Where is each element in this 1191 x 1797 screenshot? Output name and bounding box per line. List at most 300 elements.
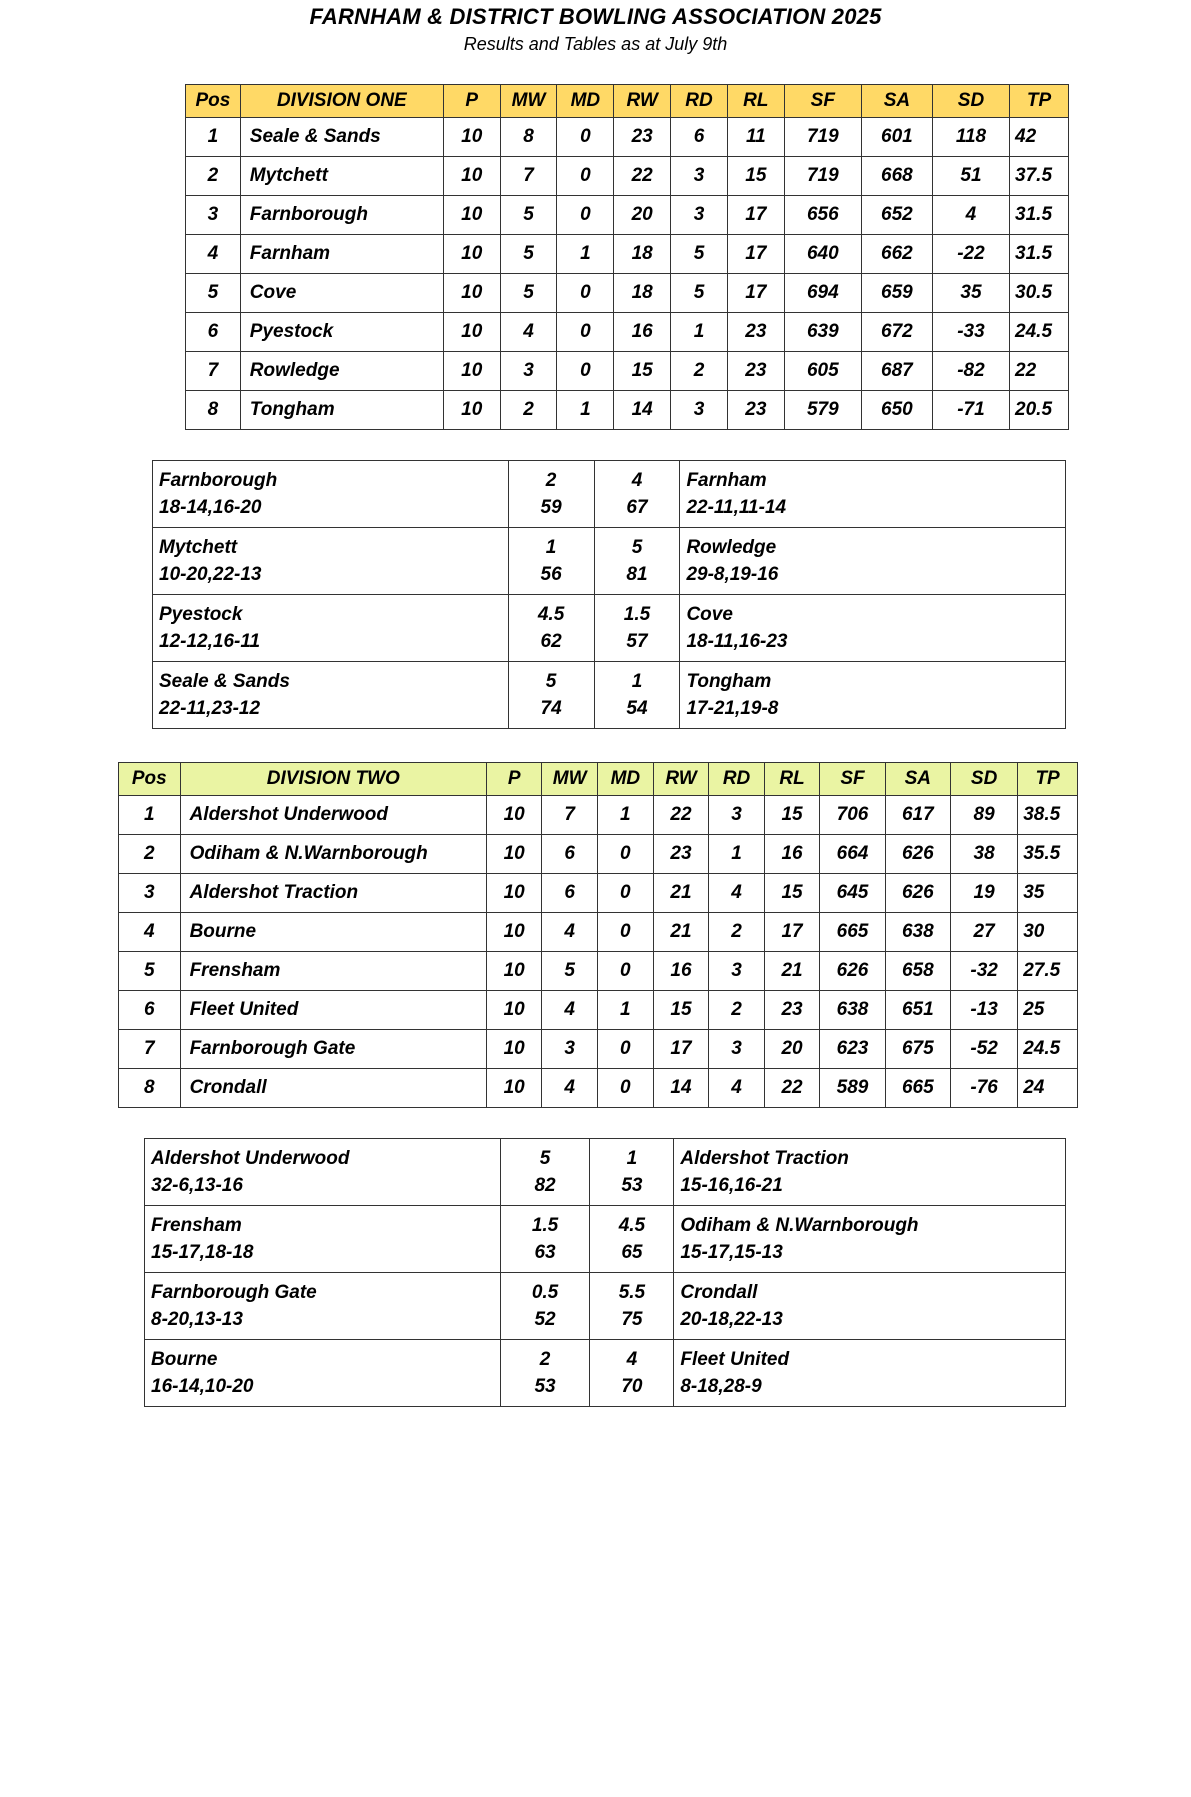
home-shots: 82 — [534, 1175, 556, 1196]
home-score-cell — [508, 595, 594, 662]
table-cell: 589 — [820, 1069, 885, 1108]
table-row — [119, 1030, 1078, 1069]
column-header: P — [486, 763, 541, 796]
page-subtitle: Results and Tables as at July 9th — [463, 34, 728, 54]
away-team-cell — [680, 595, 1066, 662]
team-name: Aldershot Traction — [180, 874, 486, 913]
table-row — [119, 835, 1078, 874]
table-cell: 16 — [653, 952, 709, 991]
table-cell: 638 — [885, 913, 950, 952]
column-header: MW — [500, 85, 557, 118]
table-cell: 10 — [443, 196, 500, 235]
table-cell: 665 — [820, 913, 885, 952]
home-score-cell — [500, 1139, 590, 1206]
away-pts: 4 — [626, 1349, 638, 1370]
home-shots: 74 — [540, 698, 562, 719]
away-score-cell — [590, 1340, 674, 1407]
total-points: 27.5 — [1018, 952, 1078, 991]
column-header: Pos — [186, 85, 241, 118]
total-points: 42 — [1010, 118, 1069, 157]
table-cell: 2 — [709, 991, 765, 1030]
table-cell: 10 — [443, 157, 500, 196]
table-cell: -32 — [951, 952, 1018, 991]
table-cell: 17 — [727, 235, 784, 274]
table-cell: 14 — [653, 1069, 709, 1108]
away-score-cell — [590, 1273, 674, 1340]
total-points: 37.5 — [1010, 157, 1069, 196]
home-pts: 1.5 — [531, 1215, 559, 1236]
column-header: SD — [932, 85, 1009, 118]
home: Mytchett — [159, 537, 238, 558]
table-cell: -71 — [932, 391, 1009, 430]
total-points: 24.5 — [1018, 1030, 1078, 1069]
home-rinks: 12-12,16-11 — [159, 631, 261, 652]
away-score-cell — [594, 595, 680, 662]
away: Tongham — [686, 671, 772, 692]
column-header: MW — [542, 763, 598, 796]
table-row — [186, 391, 1069, 430]
table-cell: 17 — [727, 274, 784, 313]
away-rinks: 20-18,22-13 — [680, 1309, 783, 1330]
away-score-cell — [594, 662, 680, 729]
home-pts: 5 — [539, 1148, 551, 1169]
home-shots: 59 — [540, 497, 562, 518]
home-team-cell — [145, 1139, 501, 1206]
table-cell: 38 — [951, 835, 1018, 874]
table-cell: 0 — [598, 952, 654, 991]
home-shots: 52 — [534, 1309, 556, 1330]
column-header: Pos — [119, 763, 181, 796]
table-cell: 16 — [614, 313, 671, 352]
table-cell: 22 — [764, 1069, 819, 1108]
column-header: RD — [709, 763, 765, 796]
column-header: SA — [885, 763, 950, 796]
away-shots: 81 — [626, 564, 648, 585]
position-cell: 6 — [119, 991, 181, 1030]
result-row — [153, 595, 1066, 662]
table-cell: 1 — [557, 391, 614, 430]
position-cell: 8 — [119, 1069, 181, 1108]
result-row — [153, 662, 1066, 729]
table-cell: 16 — [764, 835, 819, 874]
table-cell: 645 — [820, 874, 885, 913]
table-cell: 10 — [486, 913, 541, 952]
table-cell: 51 — [932, 157, 1009, 196]
column-header: SD — [951, 763, 1018, 796]
away: Fleet United — [680, 1349, 790, 1370]
column-header: SA — [861, 85, 932, 118]
table-cell: 23 — [653, 835, 709, 874]
total-points: 24.5 — [1010, 313, 1069, 352]
away-rinks: 8-18,28-9 — [680, 1376, 762, 1397]
table-row — [186, 157, 1069, 196]
division-two-table — [118, 762, 1078, 1108]
table-cell: 15 — [764, 796, 819, 835]
table-cell: -76 — [951, 1069, 1018, 1108]
table-cell: -13 — [951, 991, 1018, 1030]
column-header: SF — [820, 763, 885, 796]
table-cell: 23 — [727, 352, 784, 391]
table-cell: 10 — [443, 235, 500, 274]
away-team-cell — [674, 1206, 1066, 1273]
table-cell: 0 — [557, 352, 614, 391]
table-cell: 6 — [542, 835, 598, 874]
table-cell: 579 — [784, 391, 861, 430]
home-rinks: 16-14,10-20 — [151, 1376, 254, 1397]
table-cell: -33 — [932, 313, 1009, 352]
table-cell: 617 — [885, 796, 950, 835]
table-cell: 0 — [598, 1069, 654, 1108]
division-one-results — [152, 460, 1066, 729]
home-team-cell — [153, 528, 509, 595]
result-row — [145, 1273, 1066, 1340]
home-rinks: 32-6,13-16 — [151, 1175, 243, 1196]
table-row — [119, 1069, 1078, 1108]
team-name: Cove — [240, 274, 443, 313]
position-cell: 5 — [186, 274, 241, 313]
table-cell: 10 — [486, 991, 541, 1030]
away-team-cell — [674, 1340, 1066, 1407]
table-cell: -82 — [932, 352, 1009, 391]
table-row — [186, 352, 1069, 391]
home-shots: 53 — [534, 1376, 556, 1397]
table-cell: 5 — [500, 274, 557, 313]
away: Crondall — [680, 1282, 758, 1303]
table-cell: 1 — [598, 991, 654, 1030]
table-cell: 601 — [861, 118, 932, 157]
table-cell: 0 — [557, 157, 614, 196]
home-pts: 2 — [539, 1349, 551, 1370]
away-pts: 5.5 — [618, 1282, 646, 1303]
table-cell: 3 — [671, 157, 728, 196]
total-points: 30.5 — [1010, 274, 1069, 313]
away-pts: 1.5 — [623, 604, 651, 625]
table-row — [186, 313, 1069, 352]
team-name: Odiham & N.Warnborough — [180, 835, 486, 874]
table-cell: 10 — [486, 952, 541, 991]
table-cell: 719 — [784, 118, 861, 157]
team-name: Aldershot Underwood — [180, 796, 486, 835]
page-title: FARNHAM & DISTRICT BOWLING ASSOCIATION 2025 — [309, 4, 882, 29]
away-pts: 5 — [631, 537, 643, 558]
away: Rowledge — [686, 537, 777, 558]
table-row — [119, 952, 1078, 991]
table-cell: 1 — [598, 796, 654, 835]
table-cell: 18 — [614, 274, 671, 313]
table-cell: 10 — [443, 118, 500, 157]
table-cell: 10 — [486, 1069, 541, 1108]
table-cell: 5 — [542, 952, 598, 991]
result-row — [145, 1340, 1066, 1407]
table-row — [186, 235, 1069, 274]
away-team-cell — [674, 1139, 1066, 1206]
away: Aldershot Traction — [680, 1148, 849, 1169]
table-cell: 2 — [500, 391, 557, 430]
away-shots: 70 — [621, 1376, 643, 1397]
away-rinks: 22-11,11-14 — [686, 497, 787, 518]
table-cell: 1 — [557, 235, 614, 274]
home: Bourne — [151, 1349, 218, 1370]
result-row — [153, 461, 1066, 528]
home-team-cell — [145, 1206, 501, 1273]
table-cell: 15 — [653, 991, 709, 1030]
table-cell: 672 — [861, 313, 932, 352]
result-row — [145, 1139, 1066, 1206]
away-pts: 4.5 — [618, 1215, 646, 1236]
team-name: Farnborough Gate — [180, 1030, 486, 1069]
table-cell: 0 — [598, 1030, 654, 1069]
table-cell: 694 — [784, 274, 861, 313]
table-cell: 650 — [861, 391, 932, 430]
table-cell: 22 — [614, 157, 671, 196]
home-score-cell — [500, 1340, 590, 1407]
table-cell: 4 — [709, 1069, 765, 1108]
table-cell: 668 — [861, 157, 932, 196]
table-cell: 20 — [764, 1030, 819, 1069]
table-cell: 0 — [557, 196, 614, 235]
table-cell: 15 — [764, 874, 819, 913]
table-cell: 6 — [671, 118, 728, 157]
table-row — [186, 196, 1069, 235]
position-cell: 3 — [186, 196, 241, 235]
home-rinks: 10-20,22-13 — [159, 564, 262, 585]
table-cell: 118 — [932, 118, 1009, 157]
table-row — [186, 274, 1069, 313]
column-header: RW — [614, 85, 671, 118]
home-rinks: 15-17,18-18 — [151, 1242, 254, 1263]
table-cell: 0 — [598, 835, 654, 874]
table-cell: 664 — [820, 835, 885, 874]
result-row — [153, 528, 1066, 595]
table-row — [119, 874, 1078, 913]
home-score-cell — [508, 528, 594, 595]
column-header: TP — [1010, 85, 1069, 118]
table-cell: 5 — [671, 235, 728, 274]
away-pts: 1 — [631, 671, 643, 692]
column-header: MD — [557, 85, 614, 118]
table-cell: 638 — [820, 991, 885, 1030]
table-row — [119, 796, 1078, 835]
table-cell: 659 — [861, 274, 932, 313]
away: Farnham — [686, 470, 767, 491]
table-cell: 15 — [727, 157, 784, 196]
table-cell: 89 — [951, 796, 1018, 835]
home: Seale & Sands — [159, 671, 290, 692]
away: Odiham & N.Warnborough — [680, 1215, 919, 1236]
away-shots: 75 — [621, 1309, 643, 1330]
position-cell: 8 — [186, 391, 241, 430]
away-shots: 65 — [621, 1242, 643, 1263]
total-points: 20.5 — [1010, 391, 1069, 430]
table-cell: 18 — [614, 235, 671, 274]
table-cell: 3 — [500, 352, 557, 391]
table-cell: 4 — [500, 313, 557, 352]
away-team-cell — [674, 1273, 1066, 1340]
table-cell: 675 — [885, 1030, 950, 1069]
home-rinks: 8-20,13-13 — [151, 1309, 243, 1330]
table-cell: 3 — [671, 196, 728, 235]
team-name: Seale & Sands — [240, 118, 443, 157]
column-header: P — [443, 85, 500, 118]
column-header: MD — [598, 763, 654, 796]
team-name: Bourne — [180, 913, 486, 952]
home-team-cell — [153, 595, 509, 662]
table-cell: 665 — [885, 1069, 950, 1108]
position-cell: 2 — [186, 157, 241, 196]
table-cell: 4 — [542, 1069, 598, 1108]
table-cell: 10 — [443, 274, 500, 313]
home-team-cell — [145, 1273, 501, 1340]
total-points: 31.5 — [1010, 235, 1069, 274]
table-cell: 0 — [557, 313, 614, 352]
home-team-cell — [153, 461, 509, 528]
column-header: DIVISION TWO — [180, 763, 486, 796]
table-row — [186, 118, 1069, 157]
position-cell: 1 — [186, 118, 241, 157]
away-rinks: 15-16,16-21 — [680, 1175, 783, 1196]
home-pts: 2 — [545, 470, 557, 491]
table-cell: 2 — [709, 913, 765, 952]
home-rinks: 22-11,23-12 — [159, 698, 261, 719]
home: Farnborough — [159, 470, 278, 491]
table-cell: 20 — [614, 196, 671, 235]
table-cell: 626 — [885, 835, 950, 874]
total-points: 31.5 — [1010, 196, 1069, 235]
table-cell: 17 — [653, 1030, 709, 1069]
table-cell: 640 — [784, 235, 861, 274]
table-cell: 14 — [614, 391, 671, 430]
table-cell: 706 — [820, 796, 885, 835]
total-points: 35.5 — [1018, 835, 1078, 874]
home: Pyestock — [159, 604, 243, 625]
team-name: Tongham — [240, 391, 443, 430]
table-cell: 22 — [653, 796, 709, 835]
table-cell: 4 — [542, 991, 598, 1030]
table-cell: 21 — [653, 874, 709, 913]
table-cell: 15 — [614, 352, 671, 391]
home-pts: 4.5 — [537, 604, 565, 625]
table-cell: 8 — [500, 118, 557, 157]
team-name: Farnborough — [240, 196, 443, 235]
table-cell: 23 — [727, 313, 784, 352]
away-team-cell — [680, 528, 1066, 595]
table-cell: 23 — [727, 391, 784, 430]
result-row — [145, 1206, 1066, 1273]
position-cell: 7 — [186, 352, 241, 391]
total-points: 35 — [1018, 874, 1078, 913]
total-points: 38.5 — [1018, 796, 1078, 835]
table-cell: 3 — [671, 391, 728, 430]
total-points: 24 — [1018, 1069, 1078, 1108]
team-name: Rowledge — [240, 352, 443, 391]
table-cell: 23 — [614, 118, 671, 157]
table-cell: 0 — [598, 913, 654, 952]
position-cell: 5 — [119, 952, 181, 991]
home-team-cell — [153, 662, 509, 729]
home: Farnborough Gate — [151, 1282, 317, 1303]
table-cell: 21 — [764, 952, 819, 991]
away-shots: 54 — [626, 698, 648, 719]
table-cell: 7 — [500, 157, 557, 196]
table-cell: 3 — [709, 1030, 765, 1069]
away-shots: 53 — [621, 1175, 643, 1196]
position-cell: 7 — [119, 1030, 181, 1069]
table-cell: 1 — [671, 313, 728, 352]
team-name: Frensham — [180, 952, 486, 991]
division-one-table — [185, 84, 1069, 430]
column-header: SF — [784, 85, 861, 118]
table-header-row — [119, 763, 1078, 796]
total-points: 30 — [1018, 913, 1078, 952]
home-score-cell — [508, 461, 594, 528]
table-cell: 10 — [486, 874, 541, 913]
away-score-cell — [590, 1139, 674, 1206]
table-cell: 35 — [932, 274, 1009, 313]
table-cell: 27 — [951, 913, 1018, 952]
table-cell: 19 — [951, 874, 1018, 913]
home-team-cell — [145, 1340, 501, 1407]
table-cell: -22 — [932, 235, 1009, 274]
table-cell: 17 — [727, 196, 784, 235]
home-score-cell — [500, 1206, 590, 1273]
away-shots: 67 — [626, 497, 648, 518]
table-cell: 21 — [653, 913, 709, 952]
division-two-results — [144, 1138, 1066, 1407]
table-cell: 10 — [443, 391, 500, 430]
table-cell: 1 — [709, 835, 765, 874]
away-score-cell — [594, 461, 680, 528]
home-pts: 5 — [545, 671, 557, 692]
column-header: RL — [727, 85, 784, 118]
table-cell: 11 — [727, 118, 784, 157]
home-score-cell — [508, 662, 594, 729]
team-name: Crondall — [180, 1069, 486, 1108]
table-cell: 4 — [542, 913, 598, 952]
away-rinks: 29-8,19-16 — [686, 564, 779, 585]
position-cell: 4 — [186, 235, 241, 274]
table-cell: -52 — [951, 1030, 1018, 1069]
table-header-row — [186, 85, 1069, 118]
column-header: RL — [764, 763, 819, 796]
position-cell: 3 — [119, 874, 181, 913]
table-cell: 0 — [557, 274, 614, 313]
table-cell: 662 — [861, 235, 932, 274]
table-cell: 5 — [500, 196, 557, 235]
table-cell: 687 — [861, 352, 932, 391]
away-rinks: 15-17,15-13 — [680, 1242, 783, 1263]
table-cell: 10 — [486, 835, 541, 874]
away-team-cell — [680, 662, 1066, 729]
home-rinks: 18-14,16-20 — [159, 497, 262, 518]
home-pts: 0.5 — [531, 1282, 559, 1303]
home-shots: 62 — [540, 631, 562, 652]
away-team-cell — [680, 461, 1066, 528]
position-cell: 6 — [186, 313, 241, 352]
table-cell: 719 — [784, 157, 861, 196]
table-cell: 23 — [764, 991, 819, 1030]
away-score-cell — [590, 1206, 674, 1273]
away-rinks: 18-11,16-23 — [686, 631, 788, 652]
home-shots: 63 — [534, 1242, 556, 1263]
table-cell: 4 — [709, 874, 765, 913]
table-cell: 5 — [500, 235, 557, 274]
table-cell: 626 — [885, 874, 950, 913]
table-row — [119, 991, 1078, 1030]
table-cell: 17 — [764, 913, 819, 952]
table-cell: 605 — [784, 352, 861, 391]
table-cell: 623 — [820, 1030, 885, 1069]
home: Aldershot Underwood — [151, 1148, 350, 1169]
